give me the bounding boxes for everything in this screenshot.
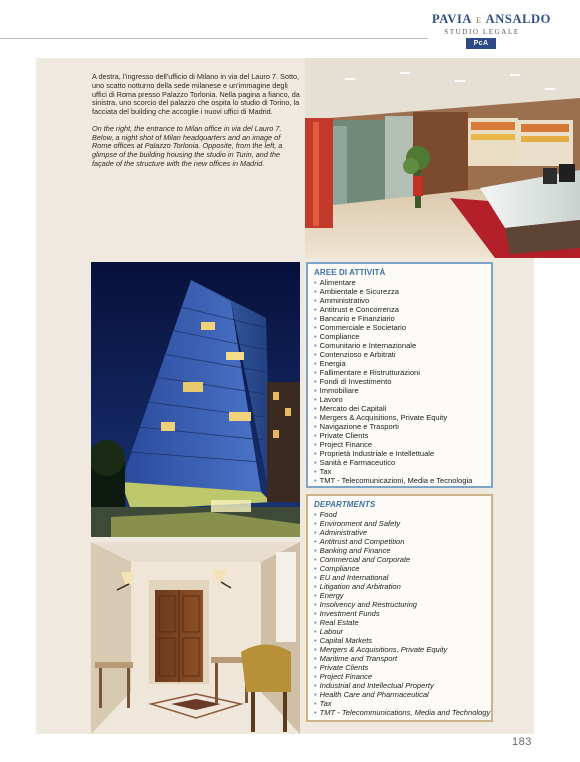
list-item: • EU and International	[314, 573, 485, 582]
list-item: • Maritime and Transport	[314, 654, 485, 663]
photo-rome-hallway	[91, 542, 300, 734]
list-item: • Industrial and Intellectual Property	[314, 681, 485, 690]
brand-logo	[432, 12, 551, 36]
list-item: • Environment and Safety	[314, 519, 485, 528]
list-item: • Proprietà Industriale e Intellettuale	[314, 449, 485, 458]
list-item: • Project Finance	[314, 440, 485, 449]
brand-subtitle: STUDIO LEGALE	[444, 28, 520, 36]
list-item: • Project Finance	[314, 672, 485, 681]
list-item: • TMT - Telecommunications, Media and Technology	[314, 708, 485, 717]
list-item: • Banking and Finance	[314, 546, 485, 555]
brand-name: PAVIA E ANSALDO	[432, 12, 551, 26]
list-item: • Private Clients	[314, 431, 485, 440]
list-item: • Private Clients	[314, 663, 485, 672]
photo-captions	[92, 73, 300, 177]
list-item: • Labour	[314, 627, 485, 636]
list-item: • Capital Markets	[314, 636, 485, 645]
list-item: • Navigazione e Trasporti	[314, 422, 485, 431]
list-item: • Food	[314, 510, 485, 519]
list-item: • Litigation and Arbitration	[314, 582, 485, 591]
practice-areas-it-box	[306, 262, 493, 488]
list-item: • Fallimentare e Ristrutturazioni	[314, 368, 485, 377]
list-item: • Sanità e Farmaceutico	[314, 458, 485, 467]
list-item: • Comunitario e Internazionale	[314, 341, 485, 350]
list-item: • Energia	[314, 359, 485, 368]
departments-en-title: DEPARTMENTS	[314, 500, 376, 509]
list-item: • Compliance	[314, 564, 485, 573]
list-item: • Contenzioso e Arbitrati	[314, 350, 485, 359]
list-item: • Compliance	[314, 332, 485, 341]
list-item: • Antitrust e Concorrenza	[314, 305, 485, 314]
list-item: • Mercato dei Capitali	[314, 404, 485, 413]
list-item: • Tax	[314, 467, 485, 476]
caption-english: On the right, the entrance to Milan office in via del Lauro 7. Below, a night shot of Milan headquarters and an image of Rome offices at Palazzo Torlonia. Opposite, from the left, a glimpse of the building housing the studio in Turin, and the façade of the structure with the new offices in Madrid.	[92, 123, 283, 168]
list-item: • Bancario e Finanziario	[314, 314, 485, 323]
list-item: • Administrative	[314, 528, 485, 537]
practice-areas-it-list	[314, 278, 485, 485]
departments-en-box	[306, 494, 493, 722]
list-item: • Investment Funds	[314, 609, 485, 618]
list-item: • Antitrust and Competition	[314, 537, 485, 546]
list-item: • Energy	[314, 591, 485, 600]
list-item: • Immobiliare	[314, 386, 485, 395]
list-item: • Mergers & Acquisitions, Private Equity	[314, 645, 485, 654]
list-item: • Mergers & Acquisitions, Private Equity	[314, 413, 485, 422]
list-item: • Insolvency and Restructuring	[314, 600, 485, 609]
page-number: 183	[512, 736, 532, 748]
logo-badge: PcA	[466, 38, 496, 49]
list-item: • Real Estate	[314, 618, 485, 627]
list-item: • TMT - Telecomunicazioni, Media e Tecnologia	[314, 476, 485, 485]
list-item: • Alimentare	[314, 278, 485, 287]
list-item: • Ambientale e Sicurezza	[314, 287, 485, 296]
departments-en-list	[314, 510, 491, 717]
list-item: • Health Care and Pharmaceutical	[314, 690, 485, 699]
photo-milan-reception	[305, 58, 580, 258]
list-item: • Tax	[314, 699, 485, 708]
list-item: • Commerciale e Societario	[314, 323, 485, 332]
list-item: • Commercial and Corporate	[314, 555, 485, 564]
caption-italian: A destra, l'ingresso dell'ufficio di Milano in via del Lauro 7. Sotto, uno scatto notturno della sede milanese e un'immagine degli uffici di Roma presso Palazzo Torlonia. Nella pagina a fianco, da sinistra, uno scorcio del palazzo che ospita lo studio di Torino, la facciata del building che accoglie i nuovi uffici di Madrid.	[92, 72, 300, 116]
list-item: • Lavoro	[314, 395, 485, 404]
list-item: • Fondi di Investimento	[314, 377, 485, 386]
header-rule	[0, 38, 428, 39]
list-item: • Amministrativo	[314, 296, 485, 305]
photo-milan-building-night	[91, 262, 300, 537]
practice-areas-it-title: AREE DI ATTIVITÀ	[314, 268, 386, 277]
